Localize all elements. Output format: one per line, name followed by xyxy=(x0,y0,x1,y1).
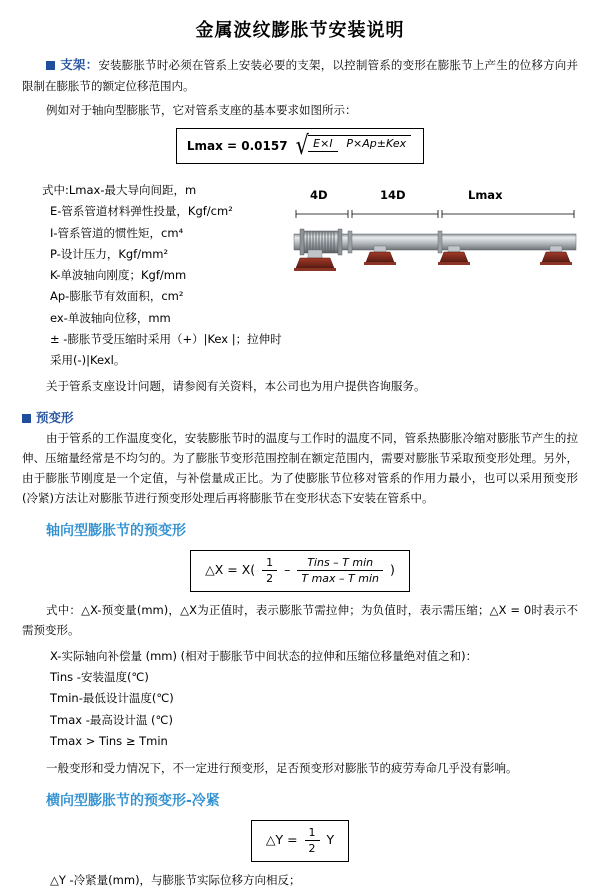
formula-denominator: P×Ap±Kex xyxy=(346,137,407,151)
formula-axial-lhs: △X = X( xyxy=(205,562,256,578)
half-numerator: 1 xyxy=(262,556,277,571)
formula-lateral-half xyxy=(305,826,320,855)
bracket-paragraph-2: 例如对于轴向型膨胀节，它对管系支座的基本要求如图所示： xyxy=(46,103,357,117)
predeform-heading-row xyxy=(22,408,578,426)
predeform-heading: 预变形 xyxy=(36,409,74,425)
label-4d: 4D xyxy=(310,188,328,202)
temp-numerator: Tins – T min xyxy=(297,556,383,571)
formula-axial-minus: – xyxy=(284,562,291,578)
formula-lateral-rhs: Y xyxy=(326,832,335,848)
label-lmax: Lmax xyxy=(468,188,503,202)
formula-axial-temp-ratio xyxy=(297,556,383,585)
axial-subheading: 轴向型膨胀节的预变形 xyxy=(46,523,186,540)
lateral-explain: △Y -冷紧量(mm)，与膨胀节实际位移方向相反； xyxy=(50,872,301,887)
half-numerator-2: 1 xyxy=(305,826,320,841)
legend-item: K-单波轴向刚度；Kgf/mm xyxy=(50,268,187,283)
axial-term: Tmax > Tins ≥ Tmin xyxy=(50,733,168,748)
legend-item: 式中:Lmax-最大导向间距，m xyxy=(42,183,197,198)
formula-lmax xyxy=(176,128,424,164)
label-14d: 14D xyxy=(380,188,406,202)
sqrt-symbol-icon: √ E×I P×Ap±Kex xyxy=(294,133,412,159)
legend-item: P-设计压力，Kgf/mm² xyxy=(50,246,169,261)
axial-term: Tmax -最高设计温 (℃) xyxy=(50,712,173,727)
bracket-heading: 支架： xyxy=(60,57,99,72)
formula-lateral xyxy=(22,820,578,861)
predeform-paragraph: 由于管系的工作温度变化，安装膨胀节时的温度与工作时的温度不同，管系热膨胀冷缩对膨胀节产生的拉伸、压缩量经常是不均匀的。为了膨胀节变形范围控制在额定范围内，需要对膨胀节采取预变形处理。另外，由于膨胀节刚度是一个定值，与补偿量成正比。为了使膨胀节位移对管系的作用力最小，也可以采用预变形(冷紧)方法让对膨胀节进行预变形处理后再将膨胀节在变形状态下安装在管系中。 xyxy=(22,430,578,506)
consult-paragraph: 关于管系支座设计问题，请参阅有关资料，本公司也为用户提供咨询服务。 xyxy=(46,378,426,393)
legend-item: ± -膨胀节受压缩时采用（+）|Kex |；拉伸时采用(-)|Kexl。 xyxy=(50,331,282,368)
formula-axial-rhs: ) xyxy=(389,562,395,578)
pipe-support-diagram xyxy=(288,188,580,298)
half-denominator: 2 xyxy=(266,572,274,586)
legend-item: E-管系管道材料弹性投量，Kgf/cm² xyxy=(50,204,233,219)
legend-list xyxy=(22,180,282,371)
axial-term: Tins -安装温度(℃) xyxy=(50,670,149,685)
axial-terms-list xyxy=(22,646,578,752)
bracket-section xyxy=(22,54,578,96)
temp-denominator: T max – T min xyxy=(301,572,379,586)
half-denominator-2: 2 xyxy=(308,842,316,856)
formula-lateral-lhs: △Y = xyxy=(265,832,298,848)
legend-item: I-管系管道的惯性矩，cm⁴ xyxy=(50,225,184,240)
formula-axial xyxy=(22,550,578,591)
blue-square-bullet-icon xyxy=(46,61,55,70)
axial-term: X-实际轴向补偿量 (mm) (相对于膨胀节中间状态的拉伸和压缩位移量绝对值之和)： xyxy=(50,648,478,663)
lateral-subheading: 横向型膨胀节的预变形-冷紧 xyxy=(46,793,220,810)
page-title: 金属波纹膨胀节安装说明 xyxy=(195,20,405,41)
legend-item: ex-单波轴向位移，mm xyxy=(50,310,171,325)
formula-numerator: E×I xyxy=(308,137,337,152)
axial-term: Tmin-最低设计温度(℃) xyxy=(50,691,174,706)
diagram-svg xyxy=(288,188,580,298)
axial-explain: 式中：△X-预变量(mm)，△X为正值时，表示膨胀节需拉伸；为负值时，表示需压缩；△X = 0时表示不需预变形。 xyxy=(22,602,578,637)
axial-note: 一般变形和受力情况下，不一定进行预变形，足否预变形对膨胀节的疲劳寿命几乎没有影响。 xyxy=(46,761,518,776)
formula-lmax-lhs: Lmax = 0.0157 xyxy=(186,139,288,154)
legend-item: Ap-膨胀节有效面积，cm² xyxy=(50,289,184,304)
blue-square-bullet-icon-2 xyxy=(22,414,31,423)
bracket-paragraph-1: 安装膨胀节时必须在管系上安装必要的支架，以控制管系的变形在膨胀节上产生的位移方向并限制在膨胀节的额定位移范围内。 xyxy=(22,58,578,93)
formula-axial-half xyxy=(262,556,277,585)
